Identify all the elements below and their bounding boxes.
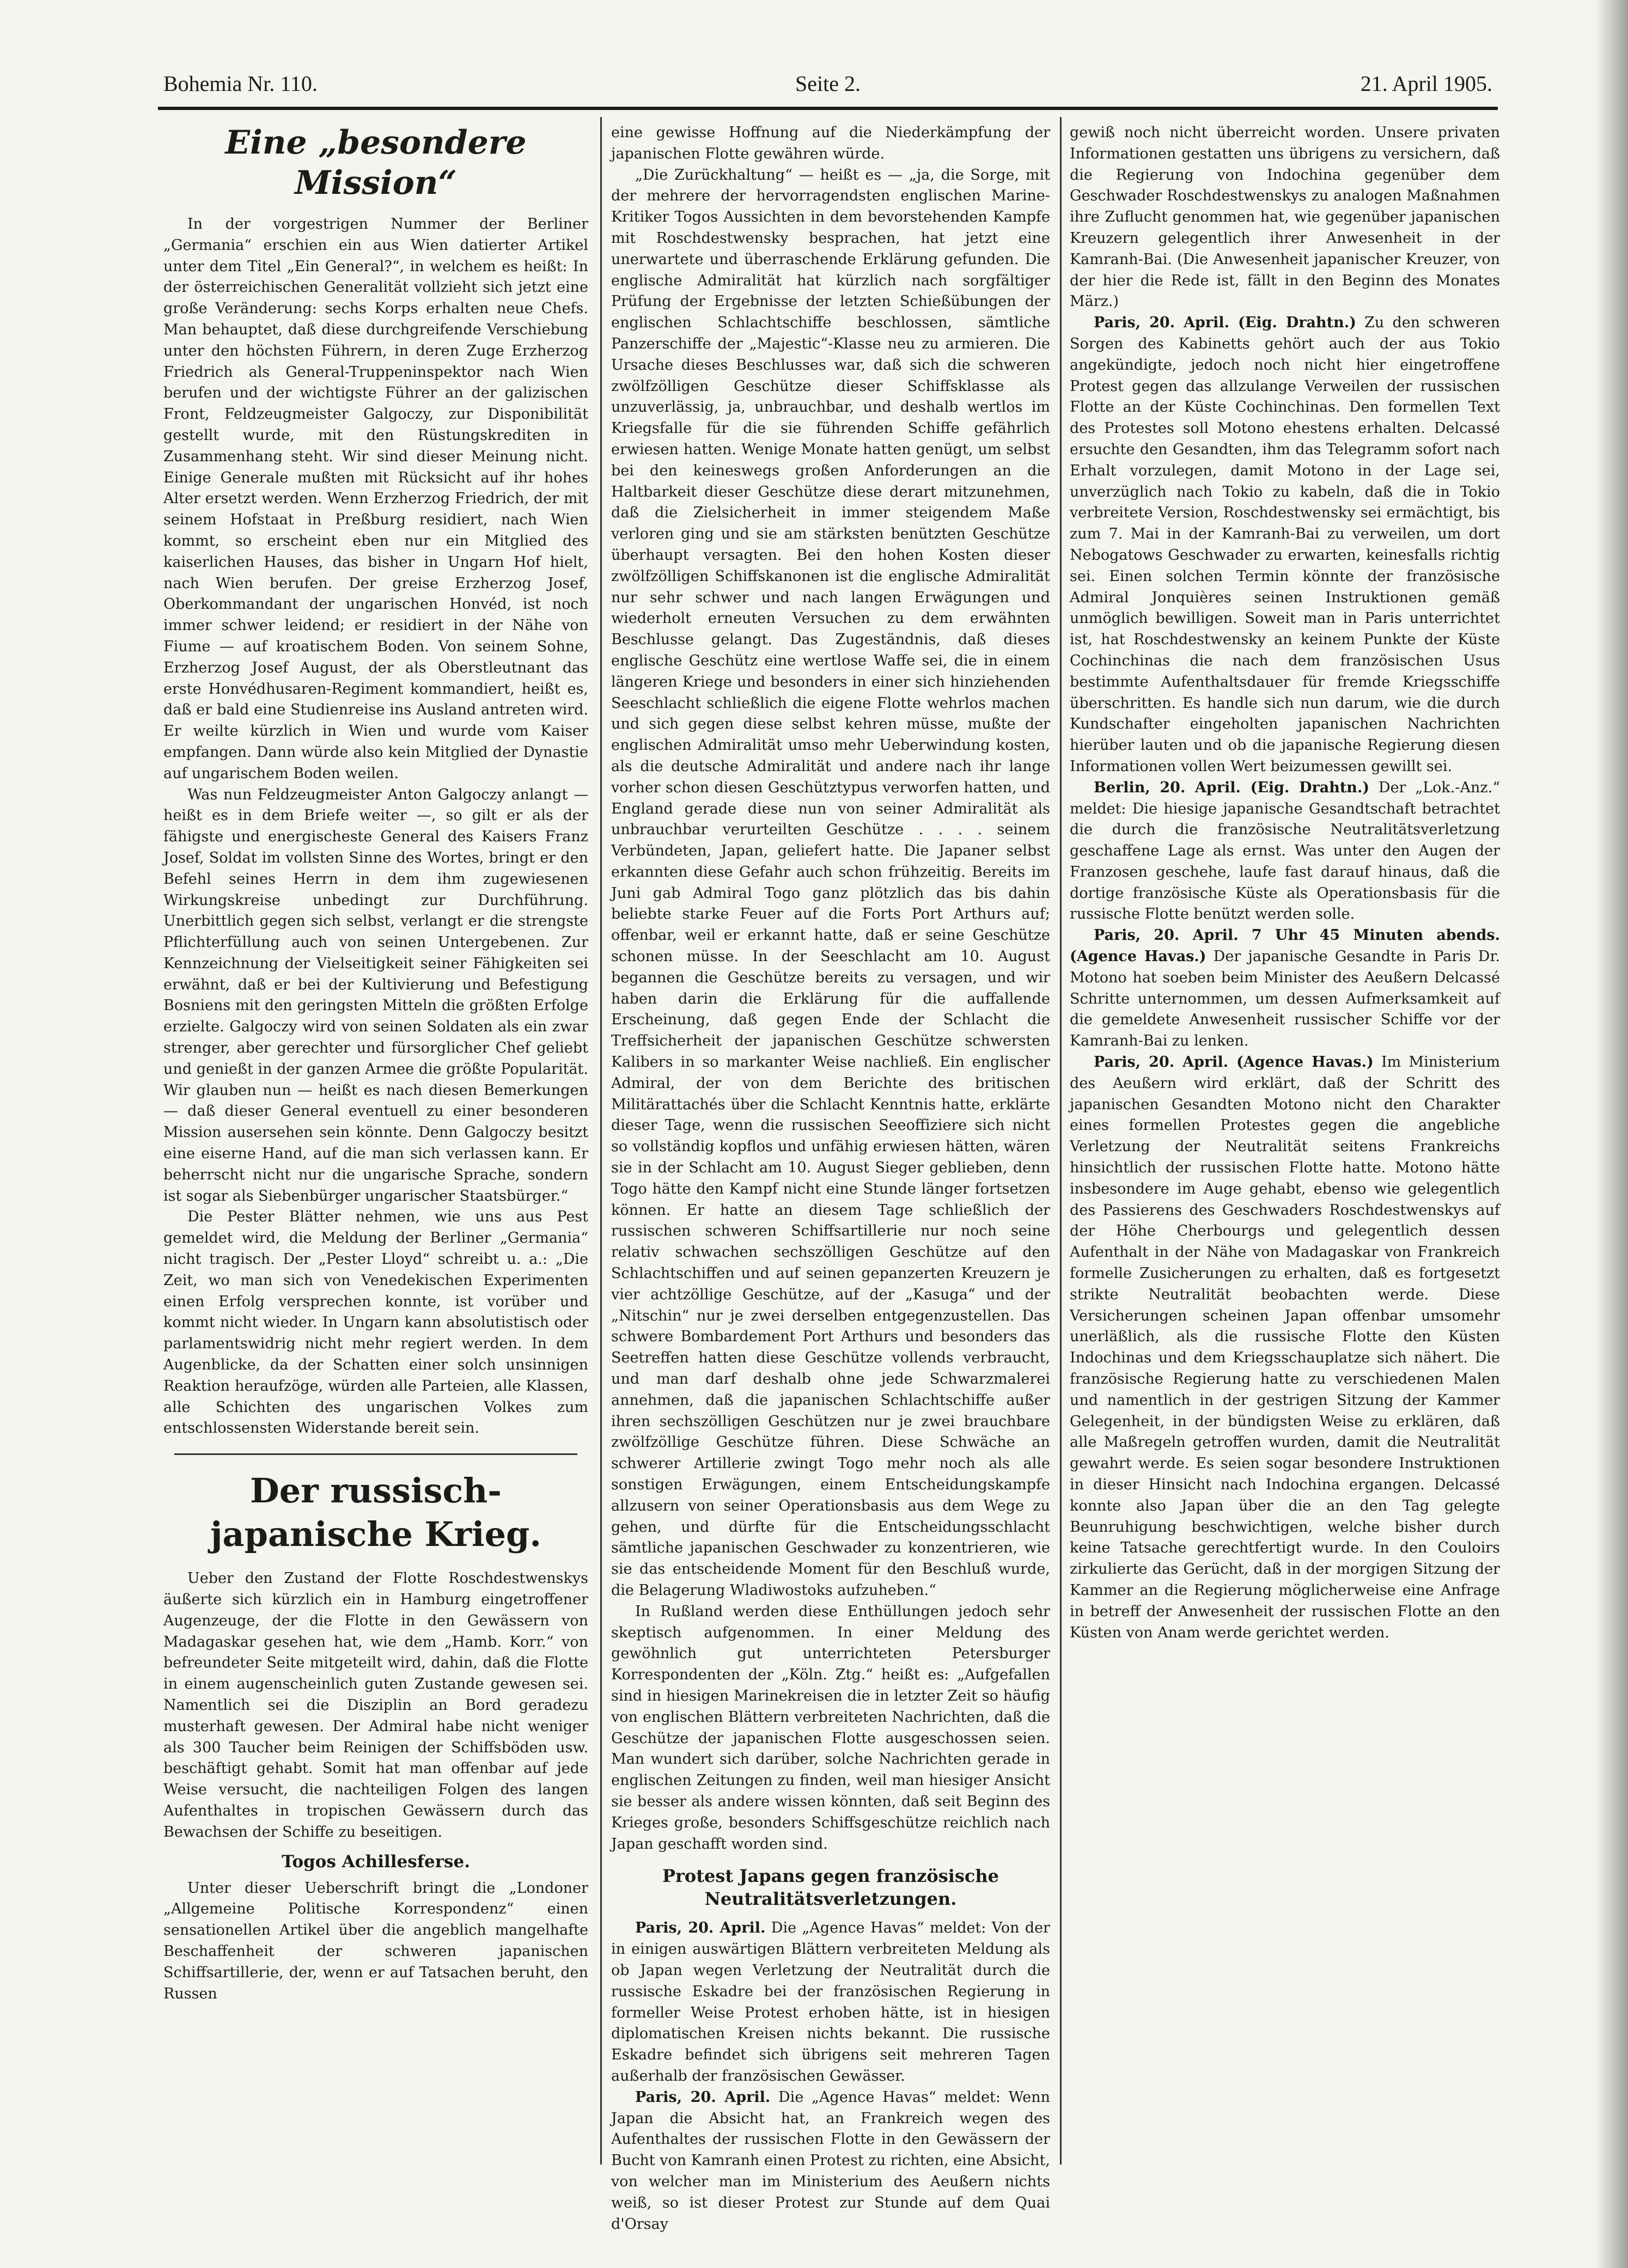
news-text: Der „Lok.-Anz.“ meldet: Die hiesige japanische Gesandtschaft betrachtet die durch die französische Neutralitätsverletzung geschaffene Lage als ernst. Was unter den Augen der Franzosen geschehe, laufe fast darauf hinaus, daß die dortige französische Küste als Operationsbasis für die russische Flotte benützt werden solle. (1070, 779, 1500, 923)
dateline: Paris, 20. April. (635, 2088, 771, 2106)
article-paragraph: Ueber den Zustand der Flotte Roschdestwenskys äußerte sich kürzlich ein in Hamburg eingetroffener Augenzeuge, der die Flotte in den Gewässern von Madagaskar gesehen hat, wie dem „Hamb. Korr.“ von befreundeter Seite mitgeteilt wird, dahin, daß die Flotte in einem augenscheinlich guten Zustande gewesen sei. Namentlich sei die Disziplin an Bord geradezu musterhaft gewesen. Der Admiral habe nicht weniger als 300 Taucher beim Reinigen der Schiffsböden usw. beschäftigt gehabt. Somit hat man offenbar auf jede Weise versucht, die nachteiligen Folgen des langen Aufenthaltes in tropischen Gewässern durch das Bewachsen der Schiffe zu beseitigen. (163, 1570, 588, 1841)
news-text: Die „Agence Havas“ meldet: Von der in einigen auswärtigen Blättern verbreiteten Meldung als ob Japan wegen Verletzung der Neutralität durch die russische Eskadre bei der französischen Regierung in formeller Weise Protest erhoben hätte, ist in hiesigen diplomatischen Kreisen nichts bekannt. Die russische Eskadre befindet sich übrigens seit mehreren Tagen außerhalb der französischen Gewässer. (611, 1919, 1050, 2084)
column-2 (611, 123, 1050, 2235)
column-rule-2 (1060, 117, 1062, 2165)
dateline: Berlin, 20. April. (Eig. Drahtn.) (1094, 779, 1370, 796)
subheading-protest: Protest Japans gegen französische Neutralitätsverletzungen. (662, 1866, 999, 1910)
dateline: Paris, 20. April. (Eig. Drahtn.) (1094, 314, 1356, 332)
page-header (163, 71, 1492, 103)
article-title-mission: Eine „besondere Mission“ (225, 124, 527, 202)
binding-shadow (1595, 0, 1628, 2268)
news-item (1070, 778, 1500, 926)
news-item (1070, 313, 1500, 778)
header-date: 21. April 1905. (1360, 71, 1492, 96)
column-1 (163, 123, 588, 2004)
news-text: Zu den schweren Sorgen des Kabinetts gehört auch der aus Tokio angekündigte, jedoch noch nicht hier eingetroffene Protest gegen das allzulange Verweilen der russischen Flotte an der Küste Cochinchinas. Den formellen Text des Protestes soll Motono ehestens erhalten. Delcassé ersuchte den Gesandten, ihm das Telegramm sofort nach Erhalt vorzulegen, damit Motono in der Lage sei, unverzüglich nach Tokio zu kabeln, daß die in Tokio verbreitete Version, Roschdestwensky sei ermächtigt, bis zum 7. Mai in der Kamranh-Bai zu verweilen, um dort Nebogatows Geschwader zu erwarten, keinesfalls richtig sei. Einen solchen Termin könnte der französische Admiral Jonquières seinen Instruktionen gemäß unmöglich bewilligen. Soweit man in Paris unterrichtet ist, hat Roschdestwensky an keinem Punkte der Küste Cochinchinas die nach dem französischen Usus bestimmte Aufenthaltsdauer für fremde Kriegsschiffe überschritten. Es handle sich nun darum, wie die durch Kundschafter eingeholten japanischen Nachrichten hierüber lauten und ob die japanische Regierung diesen Informationen vollen Wert beizumessen gewillt sei. (1070, 314, 1501, 775)
article-paragraph: „Die Zurückhaltung“ — heißt es — „ja, die Sorge, mit der mehrere der hervorragendsten englischen Marine-Kritiker Togos Aussichten in dem bevorstehenden Kampfe mit Roschdestwensky besprachen, hat jetzt eine unerwartete und überraschende Erklärung gefunden. Die englische Admiralität hat kürzlich nach sorgfältiger Prüfung der Ergebnisse der letzten Schießübungen der englischen Schlachtschiffe beschlossen, sämtliche Panzerschiffe der „Majestic“-Klasse neu zu armieren. Die Ursache dieses Beschlusses war, daß sich die schweren zwölfzölligen Geschütze dieser Schiffsklasse als unzuverlässig, ja, unbrauchbar, und deshalb wertlos im Kriegsfalle für die sie führenden Schiffe gefährlich erwiesen hatten. Wenige Monate hatten genügt, um selbst bei den keineswegs großen Anforderungen an die Haltbarkeit dieser Geschütze diese derart mitzunehmen, daß die Zielsicherheit in immer steigendem Maße verloren ging und sie am stärksten benützten Geschütze überhaupt versagten. Bei den hohen Kosten dieser zwölfzölligen Schiffskanonen ist die englische Admiralität nur sehr schwer und nach langen Erwägungen und wiederholt erneuten Versuchen zu dem erwähnten Beschlusse gelangt. Das Zugeständnis, daß dieses englische Geschütz eine wertlose Waffe sei, die in einem längeren Kriege und besonders in einer sich hinziehenden Seeschlacht schließlich die eigene Flotte wehrlos machen und sich gegen diese selbst kehren müsse, mußte der englischen Admiralität umso mehr Ueberwindung kosten, als die deutsche Admiralität und andere nach ihr lange vorher schon diesen Geschütztypus verworfen hatten, und England gerade diese nun von seiner Admiralität als unbrauchbar verurteilten Geschütze . . . . seinem Verbündeten, Japan, geliefert hatte. Die Japaner selbst erkannten diese Gefahr auch schon frühzeitig. Bereits im Juni gab Admiral Togo ganz plötzlich das bis dahin beliebte starke Feuer auf die Forts Port Arthurs auf; offenbar, weil er erkannt hatte, daß er seine Geschütze schonen müsse. In der Seeschlacht am 10. August begannen die Geschütze bereits zu versagen, und wir haben darin die Erklärung für die auffallende Erscheinung, daß gegen Ende der Schlacht die Treffsicherheit der japanischen Geschütze schwersten Kalibers in so markanter Weise nachließ. Ein englischer Admiral, der von dem Berichte des britischen Militärattachés über die Schlacht Kenntnis hatte, erklärte dieser Tage, wenn die russischen Seeoffiziere sich nicht so vollständig kopflos und unfähig erwiesen hätten, wären sie in der Schlacht am 10. August Sieger geblieben, denn Togo hätte den Kampf nicht eine Stunde länger fortsetzen können. Er hatte an diesem Tage schließlich der russischen schweren Schiffsartillerie nur noch seine relativ schwachen sechszölligen Geschütze auf den Schlachtschiffen und auf seinen gepanzerten Kreuzern je vier achtzöllige Geschütze, auf der „Kasuga“ und der „Nitschin“ nur je zwei derselben entgegenzustellen. Das schwere Bombardement Port Arthurs und besonders das Seetreffen hatten diese Geschütze vollends verbraucht, und man darf deshalb ohne jede Schwarzmalerei annehmen, daß die japanischen Schlachtschiffe außer ihren sechszölligen Geschützen nur je zwei brauchbare zwölfzöllige Geschütze führen. Diese Schwäche an schwerer Artillerie zwingt Togo mehr noch als alle sonstigen Erwägungen, einem Entscheidungskampfe allzusern von seiner Operationsbasis aus dem Wege zu gehen, und dürfte für die Entscheidungsschlacht sämtliche japanischen Geschwader zu konzentrieren, wie sie das entscheidende Moment für den Beschluß wurde, die Belagerung Wladiwostoks aufzuheben.“ (611, 166, 1050, 1599)
column-3 (1070, 123, 1500, 1643)
article-paragraph: In Rußland werden diese Enthüllungen jedoch sehr skeptisch aufgenommen. In einer Meldung des gewöhnlich gut unterrichteten Petersburger Korrespondenten der „Köln. Ztg.“ heißt es: „Aufgefallen sind in hiesigen Marinekreisen die in letzter Zeit so häufig von englischen Blättern verbreiteten Nachrichten, daß die Geschütze der japanischen Flotte ausgeschossen seien. Man wundert sich darüber, solche Nachrichten gerade in englischen Zeitungen zu finden, weil man hiesiger Ansicht sie besser als andere wissen könnten, daß seit Beginn des Krieges große, besonders Schiffsgeschütze reichlich nach Japan geschafft worden sind. (611, 1603, 1050, 1853)
news-item (1070, 1052, 1500, 1643)
dateline: Paris, 20. April. (635, 1919, 766, 1937)
article-paragraph: Was nun Feldzeugmeister Anton Galgoczy anlangt — heißt es in dem Briefe weiter —, so gilt er als der fähigste und energischeste General des Kaisers Franz Josef, Soldat im vollsten Sinne des Wortes, bringt er den Befehl seines Herrn in dem ihm zugewiesenen Wirkungskreise unbedingt zur Durchführung. Unerbittlich gegen sich selbst, verlangt er die strengste Pflichterfüllung auch von seinen Untergebenen. Zur Kennzeichnung der Vielseitigkeit seiner Fähigkeiten sei erwähnt, daß er bei der Kultivierung und Befestigung Bosniens mit den geringsten Mitteln die größten Erfolge erzielte. Galgoczy wird von seinen Soldaten als ein zwar strenger, aber gerechter und fürsorglicher Chef geliebt und genießt in der ganzen Armee die größte Popularität. Wir glauben nun — heißt es nach diesen Bemerkungen — daß dieser General eventuell zu einer besonderen Mission ausersehen sein könnte. Denn Galgoczy besitzt eine eiserne Hand, auf die man sich verlassen kann. Er beherrscht nicht nur die ungarische Sprache, sondern ist sogar als Siebenbürger ungarischer Staatsbürger.“ (163, 786, 588, 1205)
article-paragraph: In der vorgestrigen Nummer der Berliner „Germania“ erschien ein aus Wien datierter Artikel unter dem Titel „Ein General?“, in welchem es heißt: In der österreichischen Generalität vollzieht sich jetzt eine große Veränderung: sechs Korps erhalten neue Chefs. Man behauptet, daß diese durchgreifende Verschiebung unter den höchsten Führern, in deren Zuge Erzherzog Friedrich als General-Truppeninspektor nach Wien berufen und der wichtigste Führer an der galizischen Front, Feldzeugmeister Galgoczy, zur Disponibilität gestellt wurde, mit den Rüstungskrediten in Zusammenhang steht. Wir sind dieser Meinung nicht. Einige Generale mußten mit Rücksicht auf ihr hohes Alter ersetzt werden. Wenn Erzherzog Friedrich, der mit seinem Hofstaat in Preßburg residiert, nach Wien kommt, so erscheint eben nur ein Mitglied des kaiserlichen Hauses, das bisher in Ungarn Hof hielt, nach Wien berufen. Der greise Erzherzog Josef, Oberkommandant der ungarischen Honvéd, ist noch immer schwer leidend; er residiert in der Nähe von Fiume — auf kroatischem Boden. Von seinem Sohne, Erzherzog Josef August, der als Oberstleutnant das erste Honvédhusaren-Regiment kommandiert, heißt es, daß er bald eine Studienreise ins Ausland antreten wird. Er weilte kürzlich in Wien und wurde vom Kaiser empfangen. Dann würde also kein Mitglied der Dynastie auf ungarischem Boden weilen. (163, 216, 588, 782)
article-paragraph: Die Pester Blätter nehmen, wie uns aus Pest gemeldet wird, die Meldung der Berliner „Germania“ nicht tragisch. Der „Pester Lloyd“ schreibt u. a.: „Die Zeit, wo man sich von Venedekischen Experimenten einen Erfolg versprechen konnte, ist vorüber und kommt nicht wieder. In Ungarn kann absolutistisch oder parlamentswidrig nicht mehr regiert werden. In dem Augenblicke, da der Schatten einer solch unsinnigen Reaktion heraufzöge, würden alle Parteien, alle Klassen, alle Schichten des ungarischen Volkes zum entschlossensten Widerstande bereit sein. (163, 1208, 588, 1437)
news-text: Der japanische Gesandte in Paris Dr. Motono hat soeben beim Minister des Aeußern Delcassé Schritte unternommen, um dessen Aufmerksamkeit auf die gemeldete Anwesenheit russischer Schiffe vor der Kamranh-Bai zu lenken. (1070, 948, 1500, 1050)
header-rule (158, 107, 1498, 110)
dateline: Paris, 20. April. 7 Uhr 45 Minuten abends. (Agence Havas.) (1070, 927, 1500, 965)
article-paragraph: gewiß noch nicht überreicht worden. Unsere privaten Informationen gestatten uns übrigens zu versichern, daß die Regierung von Indochina gegenüber dem Geschwader Roschdestwenskys zu analogen Maßnahmen ihre Zuflucht genommen hat, wie gegenüber japanischen Kreuzern gelegentlich ihrer Anwesenheit in der Kamranh-Bai. (Die Anwesenheit japanischer Kreuzer, von der hier die Rede ist, fällt in den Beginn des Monates März.) (1070, 124, 1500, 310)
subheading-achilles: Togos Achillesferse. (281, 1851, 471, 1872)
header-page-number: Seite 2. (795, 71, 861, 96)
dateline: Paris, 20. April. (Agence Havas.) (1094, 1054, 1374, 1071)
section-title-war: Der russisch-japanische Krieg. (210, 1471, 541, 1555)
section-separator (174, 1453, 577, 1455)
news-text: Die „Agence Havas“ meldet: Wenn Japan die Absicht hat, an Frankreich wegen des Aufenthaltes der russischen Flotte in den Gewässern der Bucht von Kamranh einen Protest zu richten, eine Absicht, von welcher man im Ministerium des Aeußern nichts weiß, so ist dieser Protest zur Stunde auf dem Quai d'Orsay (611, 2088, 1050, 2233)
news-item (1070, 925, 1500, 1052)
news-item (611, 2087, 1050, 2235)
news-text: Im Ministerium des Aeußern wird erklärt, daß der Schritt des japanischen Gesandten Motono nicht den Charakter eines formellen Protestes gegen die angebliche Verletzung der Neutralität seitens Frankreichs hinsichtlich der russischen Flotte hatte. Motono hätte insbesondere im Auge gehabt, ebenso wie gelegentlich des Passierens des Geschwaders Roschdestwenskys auf der Höhe Cherbourgs und gelegentlich dessen Aufenthalt in der Nähe von Madagaskar von Frankreich formelle Zusicherungen zu erhalten, daß es fortgesetzt strikte Neutralität beobachten werde. Diese Versicherungen scheinen Japan offenbar umsomehr unerläßlich, als die russische Flotte den Küsten Indochinas und dem Kriegsschauplatze sich nähert. Die französische Regierung hatte zu verschiedenen Malen und namentlich in der gestrigen Sitzung der Kammer Gelegenheit, in der bündigsten Weise zu erklären, daß alle Maßregeln getroffen wurden, damit die Neutralität gewahrt werde. Es seien sogar besondere Instruktionen in dieser Hinsicht nach Indochina ergangen. Delcassé konnte also Japan über die an den Tag gelegte Beunruhigung beschwichtigen, welche bisher durch keine Tatsache gerechtfertigt wurde. In den Couloirs zirkulierte das Gerücht, daß in der morgigen Sitzung der Kammer an die Regierung möglicherweise eine Anfrage in betreff der Anwesenheit der russischen Flotte an den Küsten von Anam werde gerichtet werden. (1070, 1054, 1500, 1641)
column-rule-1 (600, 117, 602, 2165)
article-paragraph: eine gewisse Hoffnung auf die Niederkämpfung der japanischen Flotte gewähren würde. (611, 124, 1050, 162)
article-paragraph: Unter dieser Ueberschrift bringt die „Londoner „Allgemeine Politische Korrespondenz“ einen sensationellen Artikel über die angeblich mangelhafte Beschaffenheit der schweren japanischen Schiffsartillerie, der, wenn er auf Tatsachen beruht, den Russen (163, 1879, 588, 2002)
header-publication: Bohemia Nr. 110. (163, 71, 318, 96)
news-item (611, 1918, 1050, 2087)
